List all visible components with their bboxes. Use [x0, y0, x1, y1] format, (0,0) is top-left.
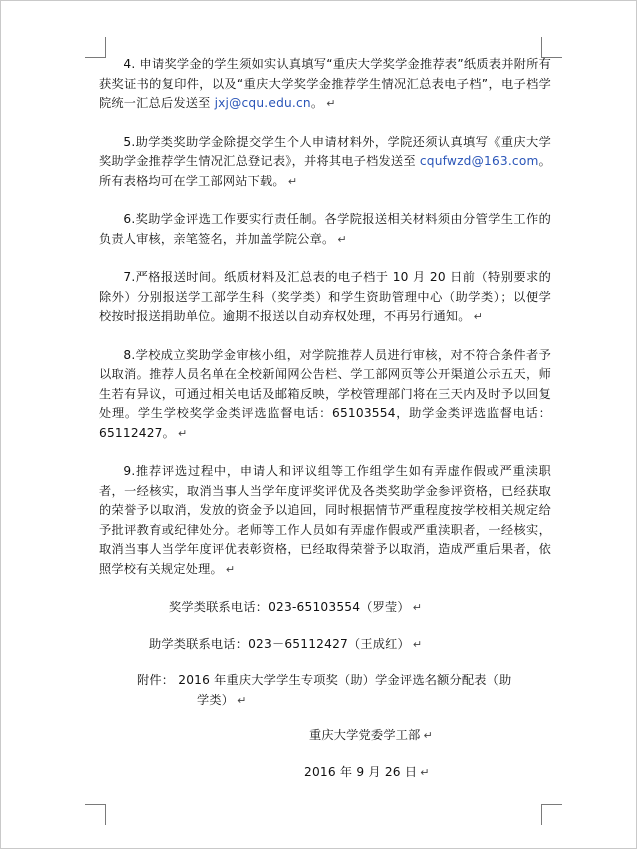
paragraph-mark-icon: ↵ — [237, 693, 247, 707]
contact-aid-text: 助学类联系电话：023－65112427（王成红） — [149, 636, 410, 651]
paragraph-text: 。所有表格均可在学工部网站下载。 — [99, 154, 551, 188]
paragraph-p7 — [99, 268, 551, 327]
paragraph-text: 7.严格报送时间。纸质材料及汇总表的电子档于 10 月 20 日前（特别要求的除外）分别报送学工部学生科（奖学类）和学生资助管理中心（助学类）；以便学校按时报送捐助单位。逾期不报送以自动弃权处理，不再另行通知。 — [99, 270, 551, 323]
paragraph-text: 8.学校成立奖助学金审核小组，对学院推荐人员进行审核，对不符合条件者予以取消。推荐人员名单在全校新闻网公告栏、学工部网页等公开渠道公示五天，师生若有异议，可通过相关电话及邮箱反映，学校管理部门将在三天内及时予以回复处理。学生学校奖学金类评选监督电话：65103554，助学金类评选监督电话：65112427。 — [99, 347, 551, 440]
paragraph-mark-icon: ↵ — [178, 426, 188, 440]
paragraph-text: 6.奖助学金评选工作要实行责任制。各学院报送相关材料须由分管学生工作的负责人审核，亲笔签名，并加盖学院公章。 — [99, 212, 551, 246]
contact-scholarship-text: 奖学类联系电话：023-65103554（罗莹） — [169, 600, 410, 614]
paragraph-mark-icon: ↵ — [420, 765, 430, 779]
paragraph-text: 5.助学类奖助学金除提交学生个人申请材料外，学院还须认真填写《重庆大学奖助学金推荐学生情况汇总登记表》，并将其电子档发送至 — [99, 134, 551, 168]
paragraph-text: 4. 申请奖学金的学生须如实认真填写“重庆大学奖学金推荐表”纸质表并附所有获奖证书的复印件，以及“重庆大学奖学金推荐学生情况汇总表电子档”，电子档学院统一汇总后发送至 — [99, 57, 551, 110]
paragraph-mark-icon: ↵ — [473, 310, 484, 323]
paragraph-text: 。 — [310, 96, 324, 110]
paragraph-mark-icon: ↵ — [225, 562, 236, 576]
paragraph-p6 — [99, 210, 551, 249]
attachment-line-1: 附件： 2016 年重庆大学学生专项奖（助）学金评选名额分配表（助 — [137, 673, 512, 687]
email-link[interactable]: cqufwzd@163.com — [419, 154, 539, 168]
date-text: 2016 年 9 月 26 日 — [304, 764, 418, 779]
paragraph-p5 — [99, 133, 551, 192]
paragraph-mark-icon: ↵ — [423, 729, 433, 742]
paragraph-p9 — [99, 462, 551, 579]
signature — [99, 726, 551, 746]
paragraph-p8 — [99, 346, 551, 444]
paragraph-text: 9.推荐评选过程中，申请人和评议组等工作组学生如有弄虚作假或严重渎职者，一经核实，取消当事人当学年度评奖评优及各类奖助学金参评资格，已经获取的荣誉予以取消，发放的资金予以追回，同时根据情节严重程度按学校相关规定给予批评教育或纪律处分。老师等工作人员如有弄虚作假或严重渎职者，一经核实，取消当事人当学年度评优表彰资格，已经取得荣誉予以取消，造成严重后果者，依照学校有关规定处理。 — [99, 464, 551, 576]
document-date — [99, 763, 551, 783]
paragraph-mark-icon: ↵ — [326, 97, 336, 110]
paragraph-p4 — [99, 55, 551, 114]
signature-text: 重庆大学党委学工部 — [309, 728, 421, 742]
paragraph-list — [99, 55, 551, 579]
email-link[interactable]: jxj@cqu.edu.cn — [214, 96, 311, 110]
contact-scholarship — [99, 598, 551, 618]
attachment-note — [99, 671, 551, 710]
contact-aid — [99, 635, 551, 655]
paragraph-mark-icon: ↵ — [337, 232, 347, 246]
crop-mark-bottom-right — [541, 804, 562, 825]
document-body[interactable] — [99, 55, 551, 782]
paragraph-mark-icon: ↵ — [412, 637, 423, 651]
paragraph-mark-icon: ↵ — [412, 601, 423, 614]
attachment-line-2: 学类） — [197, 692, 235, 707]
paragraph-mark-icon: ↵ — [287, 174, 298, 188]
crop-mark-bottom-left — [85, 804, 106, 825]
